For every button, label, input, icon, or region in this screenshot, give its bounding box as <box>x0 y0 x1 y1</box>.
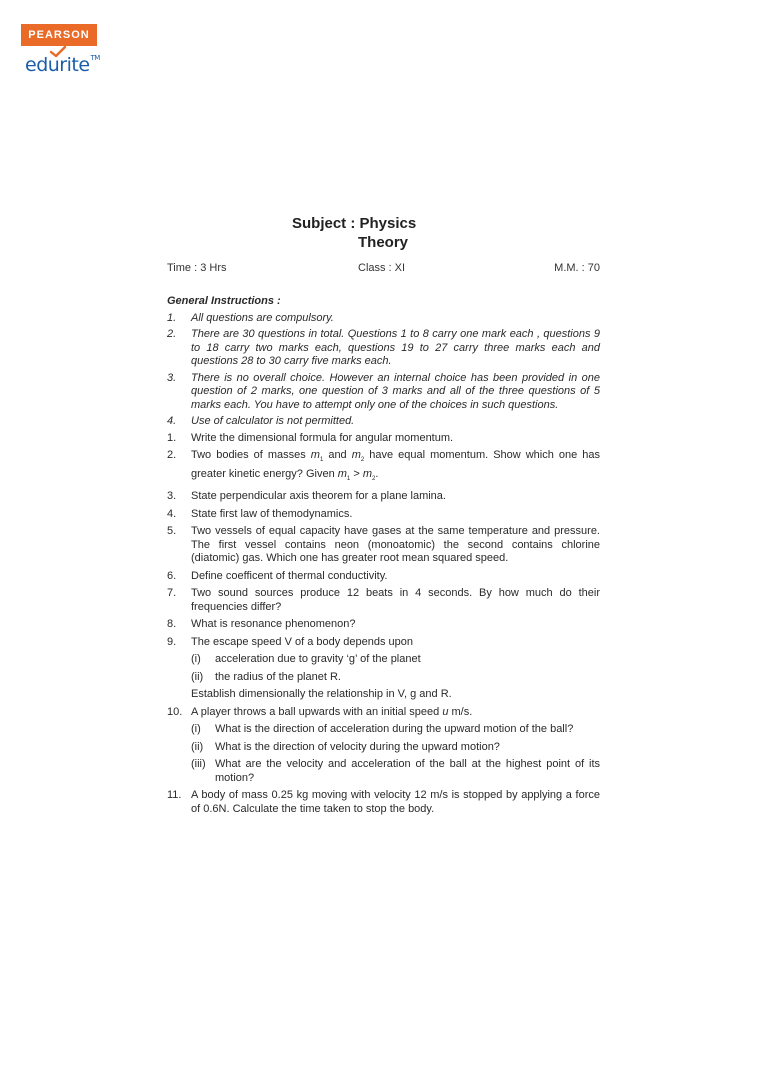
publisher-logo <box>21 24 100 80</box>
pearson-logo: PEARSON <box>21 24 97 46</box>
edurite-wordmark: edurite <box>25 54 90 76</box>
sub-question: (i) acceleration due to gravity ‘g’ of the planet <box>191 653 421 666</box>
exam-content <box>167 295 600 820</box>
question-10: 10. A player throws a ball upwards with an initial speed u m/s. (i) What is the direction of acceleration during the upward motion of the ball? (ii) What is the direction of velocity during the upward motion? (iii) What are the velocity and acceleration of the ball at the highest point of its motion? <box>167 705 600 784</box>
paper-title <box>292 214 482 252</box>
checkmark-icon <box>49 45 67 59</box>
question-6: 6. Define coefficent of thermal conductivity. <box>167 569 388 582</box>
question-9: 9. The escape speed V of a body depends upon (i) acceleration due to gravity ‘g’ of the planet (ii) the radius of the planet R. Establish dimensionally the relationship in V, g and R. <box>167 636 600 702</box>
subject-line: Subject : Physics <box>292 215 417 232</box>
edurite-logo <box>25 54 100 80</box>
instruction-item: 4. Use of calculator is not permitted. <box>167 415 355 427</box>
sub-question: (i) What is the direction of acceleration during the upward motion of the ball? <box>191 723 574 736</box>
sub-question: (ii) the radius of the planet R. <box>191 670 341 683</box>
instructions-heading: General Instructions : <box>167 295 281 307</box>
trademark-mark: TM <box>90 54 100 62</box>
question-7: 7. Two sound sources produce 12 beats in 4 seconds. By how much do their frequencies differ? <box>167 587 600 613</box>
question-9-task: Establish dimensionally the relationship in V, g and R. <box>191 688 452 701</box>
instruction-item: 3. There is no overall choice. However an internal choice has been provided in one question of 2 marks, one question of 3 marks and all of the three questions of 5 marks each. You have to attempt only one of the choices in such questions. <box>167 371 600 411</box>
class-label: Class : XI <box>358 262 406 274</box>
question-5: 5. Two vessels of equal capacity have gases at the same temperature and pressure. The first vessel contains neon (monoatomic) the second contains chlorine (diatomic) gas. Which one has greater root mean squared speed. <box>167 525 600 565</box>
question-3: 3. State perpendicular axis theorem for a plane lamina. <box>167 490 446 503</box>
instruction-item: 2. There are 30 questions in total. Questions 1 to 8 carry one mark each , questions 9 to 18 carry two marks each, questions 19 to 27 carry three marks each and questions 28 to 30 carry five marks each. <box>167 328 600 367</box>
sub-question: (iii) What are the velocity and acceleration of the ball at the highest point of its motion? <box>191 758 600 784</box>
question-4: 4. State first law of themodynamics. <box>167 507 353 520</box>
question-8: 8. What is resonance phenomenon? <box>167 618 356 631</box>
paper-type: Theory <box>358 234 409 251</box>
max-marks: M.M. : 70 <box>554 262 600 274</box>
instruction-item: 1. All questions are compulsory. <box>167 311 334 324</box>
question-2: 2. Two bodies of masses $m_1$ and $m_2$ have equal momentum. Show which one has greater kinetic energy? Given $m_1 > m_2$. <box>167 449 601 482</box>
general-instructions <box>167 295 600 429</box>
time-allowed: Time : 3 Hrs <box>167 262 227 274</box>
question-11: 11. A body of mass 0.25 kg moving with velocity 12 m/s is stopped by applying a force of 0.6N. Calculate the time taken to stop the body. <box>167 789 600 815</box>
question-1: 1. Write the dimensional formula for angular momentum. <box>167 431 454 444</box>
question-list <box>167 432 600 817</box>
sub-question: (ii) What is the direction of velocity during the upward motion? <box>191 740 500 753</box>
